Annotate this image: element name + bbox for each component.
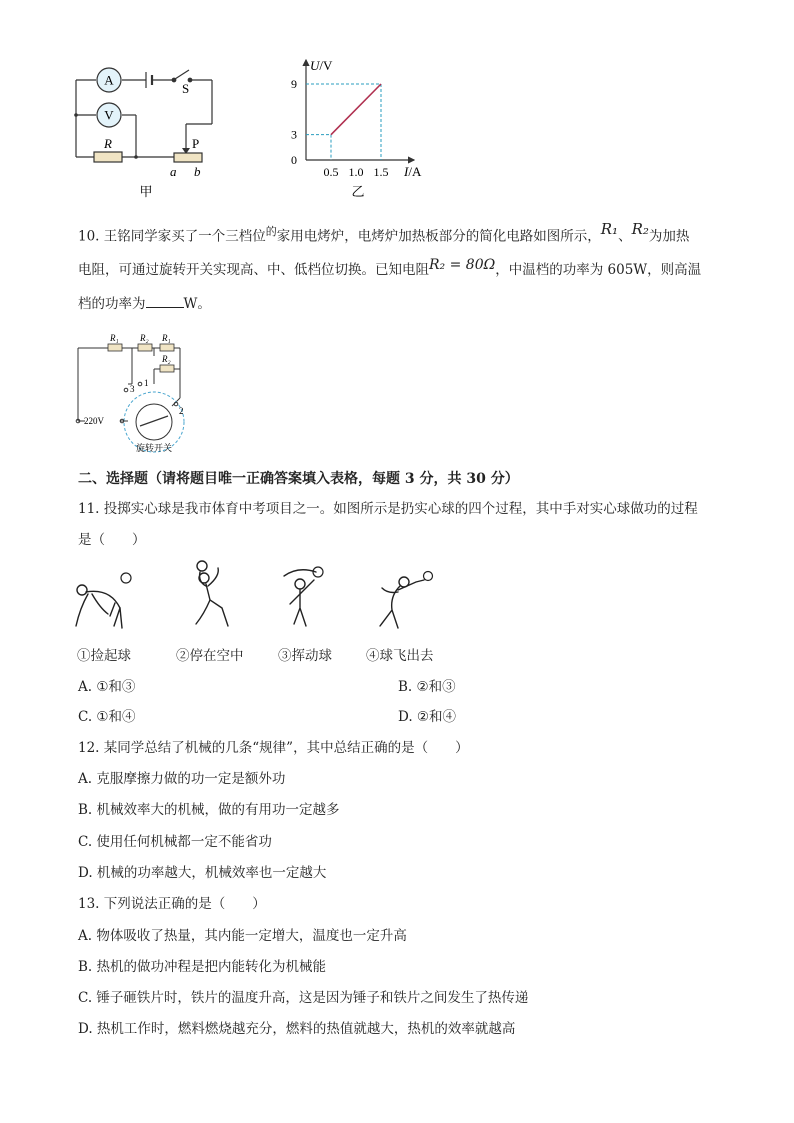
q12-option-d[interactable]: D. 机械的功率越大，机械效率也一定越大 bbox=[78, 865, 327, 881]
pos3-label: 3 bbox=[130, 384, 135, 394]
circuit-figure-jia bbox=[66, 64, 226, 200]
q10-r1: R₁ bbox=[600, 219, 619, 238]
q11-option-c[interactable]: C. ①和④ bbox=[78, 709, 136, 725]
x-tick-label: 0.5 bbox=[323, 165, 339, 179]
figure-ball-flies bbox=[368, 566, 440, 636]
q12-option-c[interactable]: C. 使用任何机械都一定不能省功 bbox=[78, 834, 272, 850]
r1-label: R₁ bbox=[110, 333, 119, 343]
rheostat bbox=[174, 153, 202, 162]
x-tick-label: 1.0 bbox=[348, 165, 364, 179]
figure-pick-up-ball bbox=[70, 568, 140, 638]
y-tick-label: 0 bbox=[291, 153, 297, 167]
voltmeter-label: V bbox=[104, 107, 114, 123]
x-tick-label: 1.5 bbox=[373, 165, 389, 179]
q13-option-c[interactable]: C. 锤子砸铁片时，铁片的温度升高，这是因为锤子和铁片之间发生了热传递 bbox=[78, 990, 529, 1006]
rotary-switch-label: 旋转开关 bbox=[135, 443, 173, 453]
q13-stem: 13. 下列说法正确的是（ ） bbox=[78, 896, 266, 912]
q11-stem1: 11. 投掷实心球是我市体育中考项目之一。如图所示是扔实心球的四个过程，其中手对实心球做功的过程 bbox=[78, 501, 698, 517]
q12-option-b[interactable]: B. 机械效率大的机械，做的有用功一定越多 bbox=[78, 802, 340, 818]
ammeter-label: A bbox=[104, 72, 114, 88]
q11-option-d[interactable]: D. ②和④ bbox=[398, 709, 457, 725]
q10-text-c: 为加热 bbox=[648, 228, 690, 245]
q11-option-b[interactable]: B. ②和③ bbox=[398, 679, 456, 695]
q10-r2-eq: R₂ = 80Ω bbox=[429, 257, 496, 273]
q11-caption-2: ②停在空中 bbox=[176, 648, 244, 664]
q13-option-a[interactable]: A. 物体吸收了热量，其内能一定增大，温度也一定升高 bbox=[78, 928, 407, 944]
end-b-label: b bbox=[194, 164, 201, 179]
x-axis-label: I/A bbox=[404, 164, 422, 179]
q13-option-b[interactable]: B. 热机的做功冲程是把内能转化为机械能 bbox=[78, 959, 327, 975]
q10-sep: 、 bbox=[618, 228, 632, 245]
end-a-label: a bbox=[170, 164, 177, 179]
q11-caption-1: ①捡起球 bbox=[77, 648, 131, 664]
q12-option-a[interactable]: A. 克服摩擦力做的功一定是额外功 bbox=[78, 771, 286, 787]
section2-header: 二、选择题（请将题目唯一正确答案填入表格，每题 3 分，共 30 分） bbox=[78, 471, 519, 487]
q10-line1 bbox=[78, 219, 690, 247]
pos1-label: 1 bbox=[144, 378, 149, 388]
figure-ball-in-air bbox=[176, 556, 246, 636]
q10-text-e: ，中温档的功率为 605W，则高温 bbox=[495, 262, 702, 278]
q13-option-d[interactable]: D. 热机工作时，燃料燃烧越充分，燃料的热值就越大，热机的效率就越高 bbox=[78, 1021, 516, 1037]
figure-yi-caption: 乙 bbox=[351, 184, 365, 199]
q10-r2: R₂ bbox=[631, 219, 649, 238]
q10-text-f: 档的功率为 bbox=[78, 296, 146, 312]
q11-stem2: 是（ ） bbox=[78, 532, 146, 548]
voltage-label: 220V bbox=[84, 416, 104, 426]
r2b-label: R₂ bbox=[162, 354, 171, 364]
q10-answer-blank[interactable] bbox=[146, 293, 184, 308]
y-axis-label: U/V bbox=[310, 58, 333, 73]
q10-text-b: 家用电烤炉，电烤炉加热板部分的简化电路如图所示， bbox=[276, 228, 601, 245]
y-tick-label: 3 bbox=[291, 127, 297, 142]
figure-jia-caption: 甲 bbox=[139, 184, 153, 199]
q10-line2 bbox=[78, 257, 702, 280]
r1b-label: R₁ bbox=[162, 333, 171, 343]
series-line bbox=[331, 84, 381, 135]
q10-text-a: 10. 王铭同学家买了一个三档位 bbox=[78, 228, 266, 245]
y-tick-label: 9 bbox=[291, 77, 297, 91]
resistor-r bbox=[94, 152, 122, 162]
q10-text-d: 电阻，可通过旋转开关实现高、中、低档位切换。已知电阻 bbox=[78, 262, 429, 278]
q10-sup: 的 bbox=[265, 225, 277, 238]
ui-graph-yi bbox=[286, 56, 436, 202]
q10-text-g: W。 bbox=[183, 296, 211, 312]
q11-caption-3: ③挥动球 bbox=[278, 648, 332, 664]
pos2-label: 2 bbox=[179, 406, 184, 416]
switch-label: S bbox=[182, 81, 190, 96]
resistor-label: R bbox=[104, 136, 112, 151]
figure-swing-ball bbox=[276, 560, 346, 636]
oven-circuit-figure bbox=[70, 326, 200, 456]
r2-label: R₂ bbox=[140, 333, 149, 343]
q12-stem: 12. 某同学总结了机械的几条“规律”，其中总结正确的是（ ） bbox=[78, 740, 469, 756]
slider-label: P bbox=[192, 136, 200, 151]
q11-caption-4: ④球飞出去 bbox=[366, 648, 434, 664]
q11-option-a[interactable]: A. ①和③ bbox=[78, 679, 136, 695]
q10-line3 bbox=[78, 293, 211, 314]
